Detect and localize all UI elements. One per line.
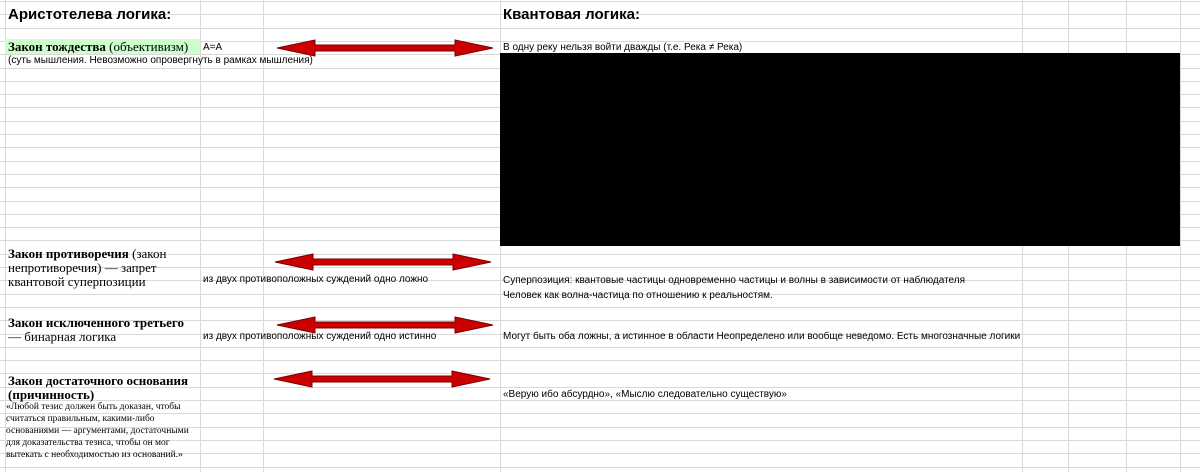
law-sufficient-reason-bold: Закон достаточного основания (причинность) [8, 373, 188, 402]
formula-cell[interactable]: A=A [203, 42, 223, 53]
quantum-header[interactable]: Квантовая логика: [503, 6, 640, 23]
law-excluded-middle[interactable] [8, 316, 198, 344]
quantum-multivalued[interactable]: Могут быть оба ложны, а истинное в области Неопределено или вообще неведомо. Есть многозначные логики [503, 331, 1021, 342]
quantum-credo[interactable]: «Верую ибо абсурдно», «Мыслю следовательно существую» [503, 389, 787, 400]
double-arrow-icon [275, 315, 495, 335]
law-identity[interactable] [8, 40, 188, 54]
double-arrow-icon [272, 369, 492, 389]
quantum-wave-particle[interactable]: Человек как волна-частица по отношению к реальностям. [503, 290, 773, 301]
law-sufficient-reason[interactable] [8, 374, 198, 402]
law-excluded-middle-rest: — бинарная логика [8, 329, 117, 344]
double-arrow-icon [273, 252, 493, 272]
double-arrow-icon [275, 38, 495, 58]
law-contradiction-bold: Закон противоречия [8, 246, 129, 261]
excluded-middle-middle[interactable]: из двух противоположных суждений одно истинно [203, 331, 437, 342]
law-contradiction[interactable] [8, 247, 198, 289]
aristotle-header[interactable]: Аристотелева логика: [8, 6, 172, 23]
sufficient-reason-quote[interactable]: «Любой тезис должен быть доказан, чтобы считаться правильным, какими-либо основаниями — аргументами, достаточными для доказательства тезиса, чтобы он мог вытекать с необходимостью из оснований.» [6, 402, 189, 460]
law-identity-bold: Закон тождества [8, 39, 106, 54]
redacted-block [500, 53, 1180, 246]
law-identity-rest: (объективизм) [105, 39, 189, 54]
quantum-river[interactable]: В одну реку нельзя войти дважды (т.е. Река ≠ Река) [503, 42, 743, 53]
law-excluded-middle-bold: Закон исключенного третьего [8, 315, 184, 330]
quantum-superposition[interactable]: Суперпозиция: квантовые частицы одновременно частицы и волны в зависимости от наблюдателя [503, 275, 966, 286]
identity-note[interactable]: (суть мышления. Невозможно опровергнуть в рамках мышления) [8, 55, 313, 66]
law-contradiction-rest: (закон непротиворечия) — запрет квантовой суперпозиции [8, 246, 167, 289]
contradiction-middle[interactable]: из двух противоположных суждений одно ложно [203, 274, 429, 285]
